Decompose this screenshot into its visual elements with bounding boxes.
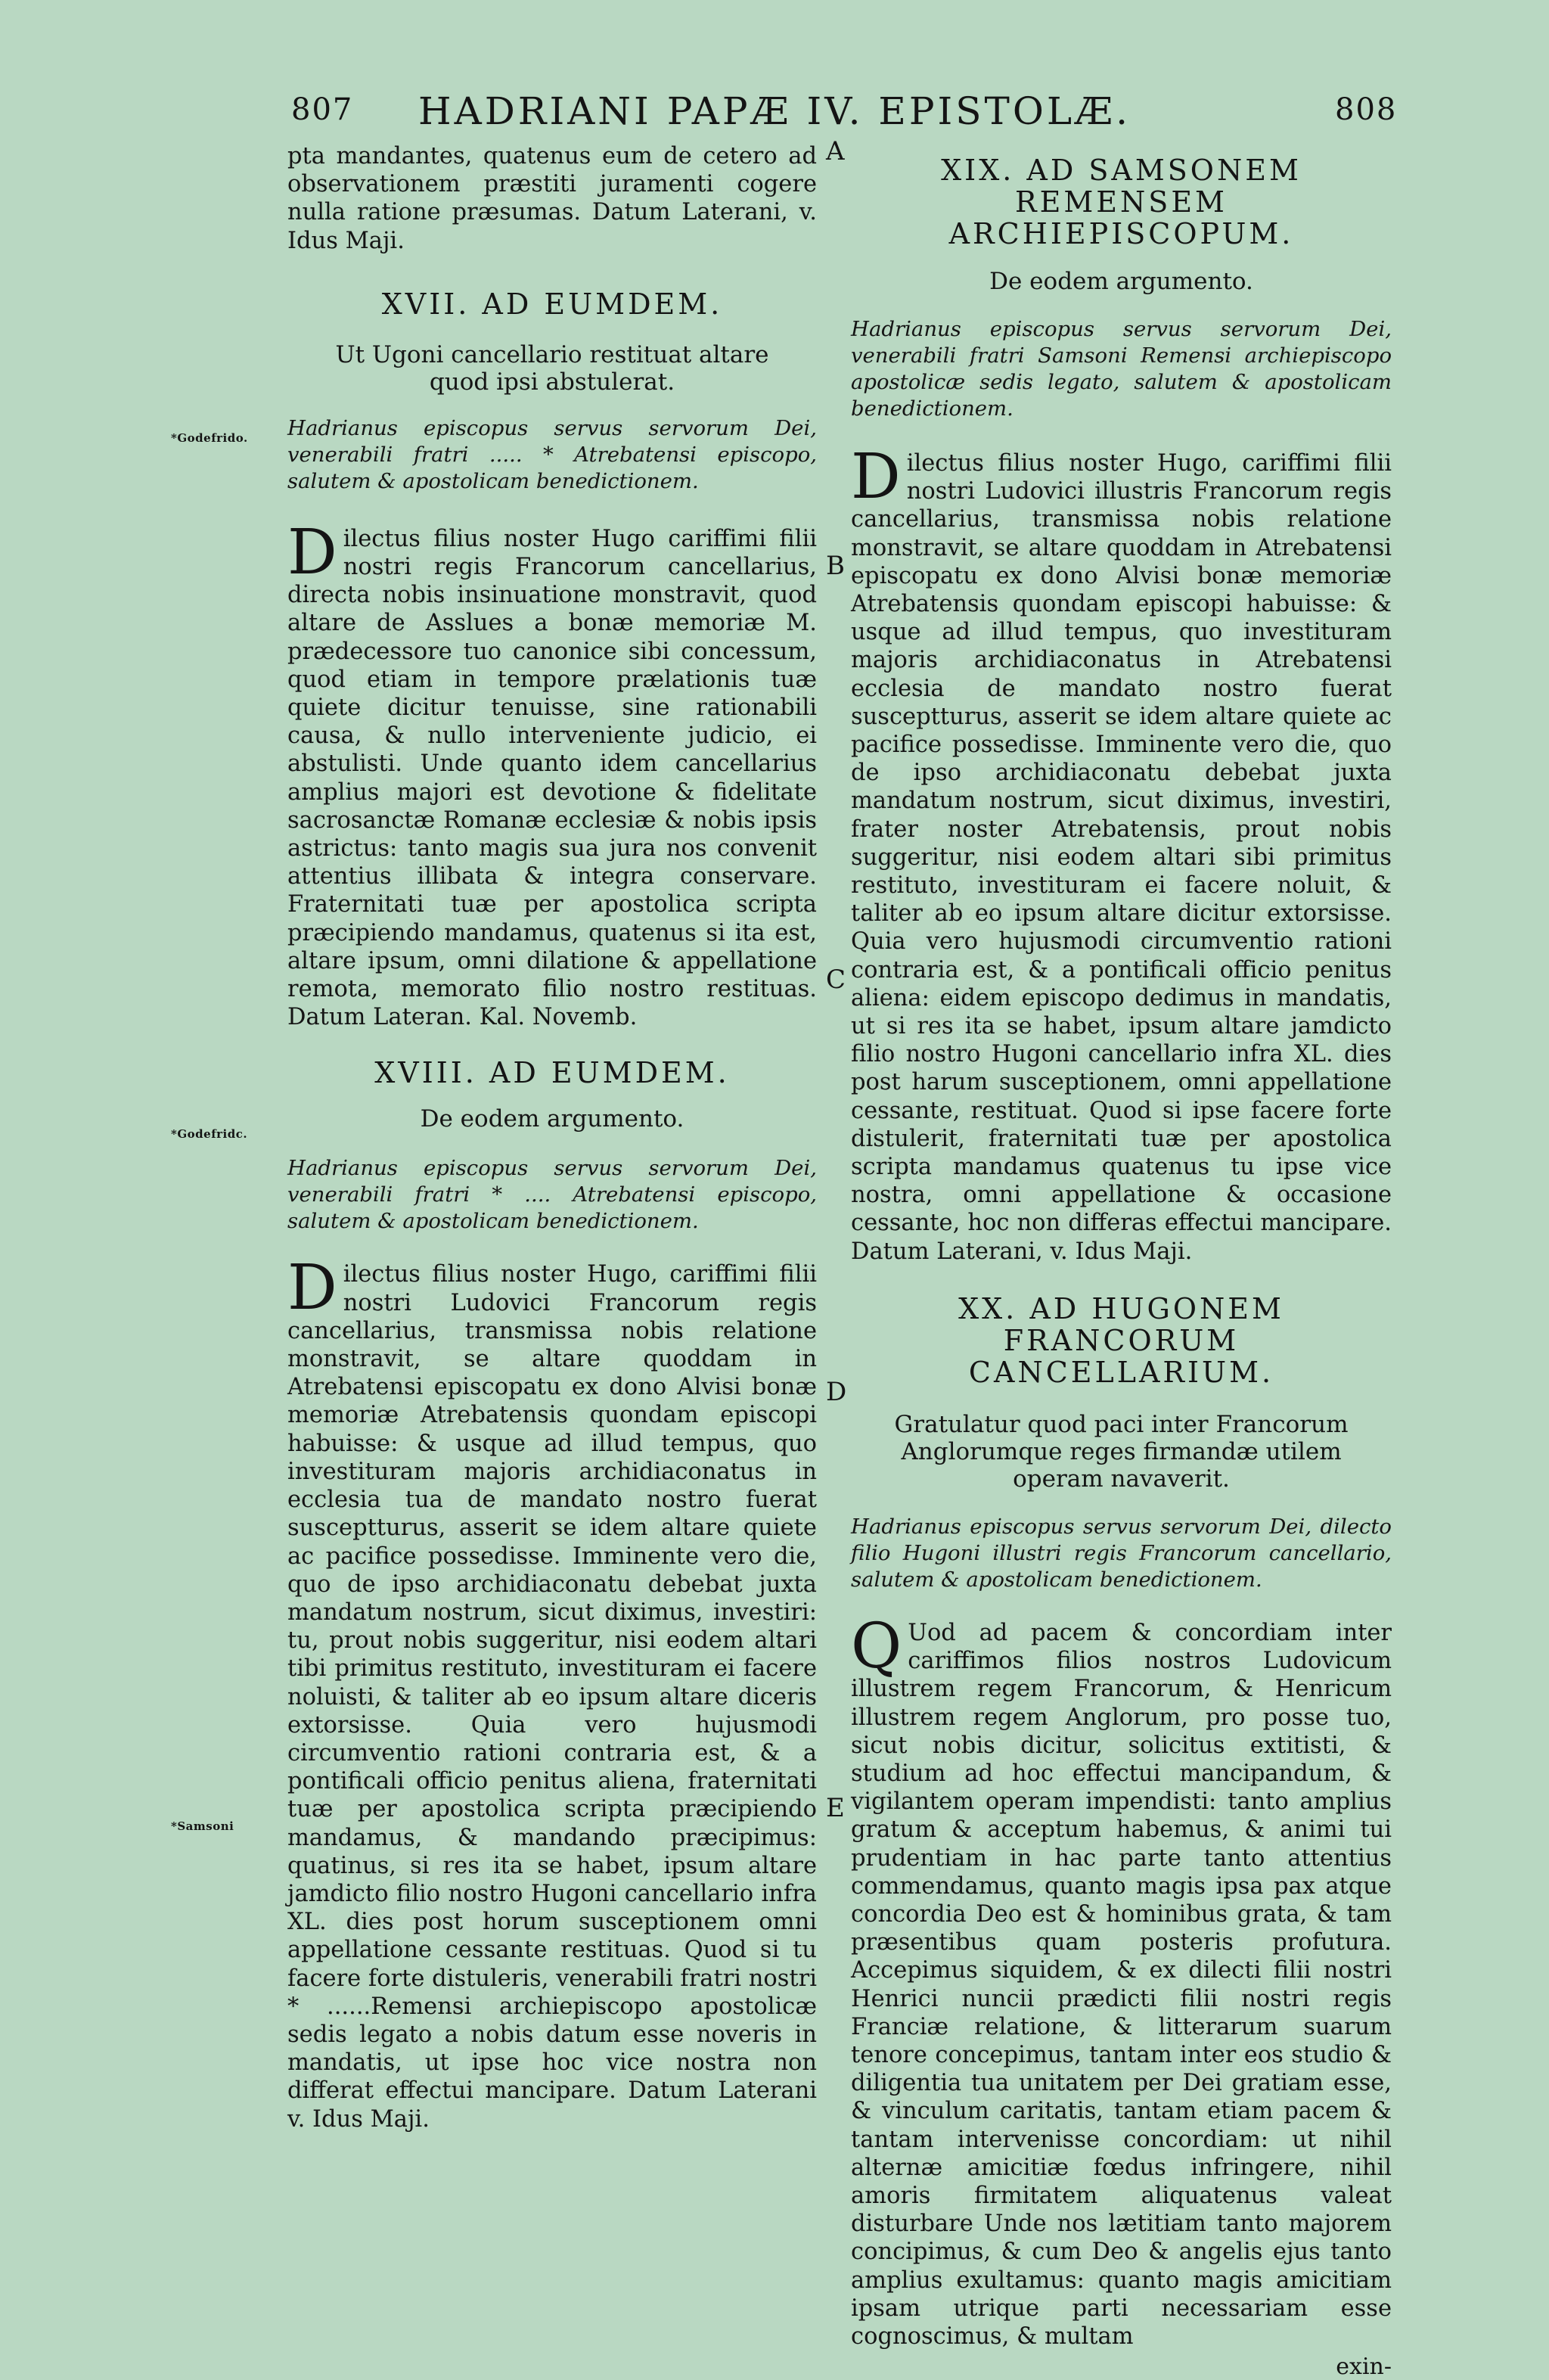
epistle-20-heading: XX. AD HUGONEM FRANCORUM CANCELLARIUM. (958, 1291, 1284, 1389)
epistle-17-body (287, 516, 817, 1032)
margin-note-godefrido-2: *Godefridc. (171, 1127, 248, 1141)
dropcap: D (287, 1252, 337, 1325)
catchword: exin- (1336, 2354, 1392, 2380)
margin-letter-d: D (826, 1377, 847, 1407)
dropcap: D (851, 441, 901, 513)
margin-note-samsoni: *Samsoni (171, 1819, 234, 1833)
epistle-19-body (851, 441, 1392, 1266)
epistle-19-text: ilectus filius noster Hugo, cariffimi filii nostri Ludovici illustris Francorum regis cancellarius, transmissa nobis relatione monstravit, se altare quoddam in Atrebatensi episcopatu ex dono Alvisi bonæ memoriæ Atrebatensis quondam episcopi habuisse: & usque ad illud tempus, quo investituram majoris archidiaconatus in Atrebatensi ecclesia de mandato nostro fuerat susceptturus, asserit se idem altare quiete ac pacifice possedisse. Imminente vero die, quo de ipso archidiaconatu debebat juxta mandatum nostrum, sicut diximus, investiri, frater noster Atrebatensis, prout nobis suggeritur, nisi eodem altari sibi primitus restituto, investituram ei facere noluit, & taliter ab eo ipsum altare dicitur extorsisse. Quia vero hujusmodi circumventio rationi contraria est, & a pontificali officio penitus aliena: eidem episcopo dedimus in mandatis, ut si res ita se habet, ipsum altare jamdicto filio nostro Hugoni cancellario infra XL. dies post harum susceptionem, omni appellatione cessante, restituat. Quod si ipse facere forte distulerit, fraternitati tuæ per apostolica scripta mandamus quatenus tu ipse vice nostra, omni appellatione & occasione cessante, hoc non differas effectui mancipare. Datum Laterani, v. Idus Maji. (851, 450, 1392, 1265)
right-column (851, 154, 1392, 2380)
margin-letter-c: C (826, 965, 846, 995)
epistle-17-heading: XVII. AD EUMDEM. (381, 287, 723, 321)
epistle-18-heading: XVIII. AD EUMDEM. (374, 1056, 730, 1090)
running-title: HADRIANI PAPÆ IV. EPISTOLÆ. (418, 89, 1131, 133)
continued-text: pta mandantes, quatenus eum de cetero ad observationem præstiti juramenti cogere nulla ratione præsumas. Datum Laterani, v. Idus Maji. (287, 143, 817, 254)
page-number-left: 807 (291, 92, 354, 127)
epistle-19-summary: De eodem argumento. (989, 268, 1253, 295)
epistle-19-heading: XIX. AD SAMSONEM REMENSEM ARCHIEPISCOPUM. (941, 154, 1302, 250)
epistle-18-text: ilectus filius noster Hugo, cariffimi filii nostri Ludovici Francorum regis cancellarius, transmissa nobis relatione monstravit, se altare quoddam in Atrebatensi episcopatu ex dono Alvisi bonæ memoriæ Atrebatensis quondam episcopi habuisse: & usque ad illud tempus, quo investituram majoris archidiaconatus in ecclesia tua de mandato nostro fuerat susceptturus, asserit se idem altare quiete ac pacifice possedisse. Imminente vero die, quo de ipso archidiaconatu debebat juxta mandatum nostrum, sicut diximus, investiri: tu, prout nobis suggeritur, nisi eodem altari tibi primitus restituto, investituram ei facere noluisti, & taliter ab eo ipsum altare diceris extorsisse. Quia vero hujusmodi circumventio rationi contraria est, & a pontificali officio penitus aliena, fraternitati tuæ per apostolica scripta præcipiendo mandamus, & mandando præcipimus: quatinus, si res ita se habet, ipsum altare jamdicto filio nostro Hugoni cancellario infra XL. dies post horum susceptionem omni appellatione cessante restituas. Quod si tu facere forte distuleris, venerabili fratri nostri * ......Remensi archiepiscopo apostolicæ sedis legato a nobis datum esse noveris in mandatis, ut ipse hoc vice nostra non differat effectui mancipare. Datum Laterani v. Idus Maji. (287, 1261, 817, 2133)
left-column (287, 142, 817, 2133)
epistle-19-address: Hadrianus episcopus servus servorum Dei, venerabili fratri Samsoni Remensi archiepiscopo apostolicæ sedis legato, salutem & apostolicam benedictionem. (851, 317, 1392, 421)
epistle-17-summary: Ut Ugoni cancellario restituat altare quod ipsi abstulerat. (335, 340, 769, 396)
dropcap: Q (851, 1610, 902, 1682)
margin-note-godefrido-1: *Godefrido. (171, 431, 248, 445)
margin-letter-b: B (826, 551, 845, 581)
epistle-18-body (287, 1252, 817, 2133)
epistle-17-address: Hadrianus episcopus servus servorum Dei, venerabili fratri ..... * Atrebatensi episcopo, salutem & apostolicam benedictionem. (287, 415, 817, 493)
margin-letter-e: E (826, 1793, 845, 1823)
epistle-18-address: Hadrianus episcopus servus servorum Dei, venerabili fratri * .... Atrebatensi episcopo, salutem & apostolicam benedictionem. (287, 1156, 817, 1234)
dropcap: D (287, 516, 337, 589)
epistle-20-summary: Gratulatur quod paci inter Francorum Anglorumque reges firmandæ utilem operam navaverit. (894, 1410, 1349, 1493)
epistle-20-address: Hadrianus episcopus servus servorum Dei, dilecto filio Hugoni illustri regis Francorum cancellario, salutem & apostolicam benedictionem. (851, 1514, 1392, 1592)
epistle-18-summary: De eodem argumento. (420, 1105, 684, 1133)
epistle-20-text: Uod ad pacem & concordiam inter cariffimos filios nostros Ludovicum illustrem regem Francorum, & Henricum illustrem regem Anglorum, pro posse tuo, sicut nobis dicitur, solicitus extitisti, & studium ad hoc effectui mancipandum, & vigilantem operam impendisti: tanto amplius gratum & acceptum habemus, & animi tui prudentiam in hac parte tanto attentius commendamus, quanto magis ipsa pax atque concordia Deo est & hominibus grata, & tam præsentibus quam posteris profutura. Accepimus siquidem, & ex dilecti filii nostri Henrici nuncii prædicti filii nostri regis Franciæ relatione, & litterarum suarum tenore concepimus, tantam inter eos studio & diligentia tua unitatem per Dei gratiam esse, & vinculum caritatis, tantam etiam pacem & tantam intervenisse concordiam: ut nihil alternæ amicitiæ fœdus infringere, nihil amoris firmitatem aliquatenus valeat disturbare Unde nos lætitiam tanto majorem concipimus, & cum Deo & angelis ejus tanto amplius exultamus: quanto magis amicitiam ipsam utrique parti necessariam esse cognoscimus, & multam (851, 1619, 1392, 2350)
margin-letter-a: A (826, 136, 845, 166)
epistle-17-text: ilectus filius noster Hugo cariffimi filii nostri regis Francorum cancellarius, directa nobis insinuatione monstravit, quod altare de Asslues a bonæ memoriæ M. prædecessore tuo canonice sibi concessum, quod etiam in tempore prælationis tuæ quiete dicitur tenuisse, sine rationabili causa, & nullo interveniente judicio, ei abstulisti. Unde quanto idem cancellarius amplius majori est devotione & fidelitate sacrosanctæ Romanæ ecclesiæ & nobis ipsis astrictus: tanto magis sua jura nos convenit attentius illibata & integra conservare. Fraternitati tuæ per apostolica scripta præcipiendo mandamus, quatenus si ita est, altare ipsum, omni dilatione & appellatione remota, memorato filio nostro restituas. Datum Lateran. Kal. Novemb. (287, 525, 817, 1031)
epistle-20-body (851, 1610, 1392, 2350)
page-number-right: 808 (1335, 92, 1398, 127)
